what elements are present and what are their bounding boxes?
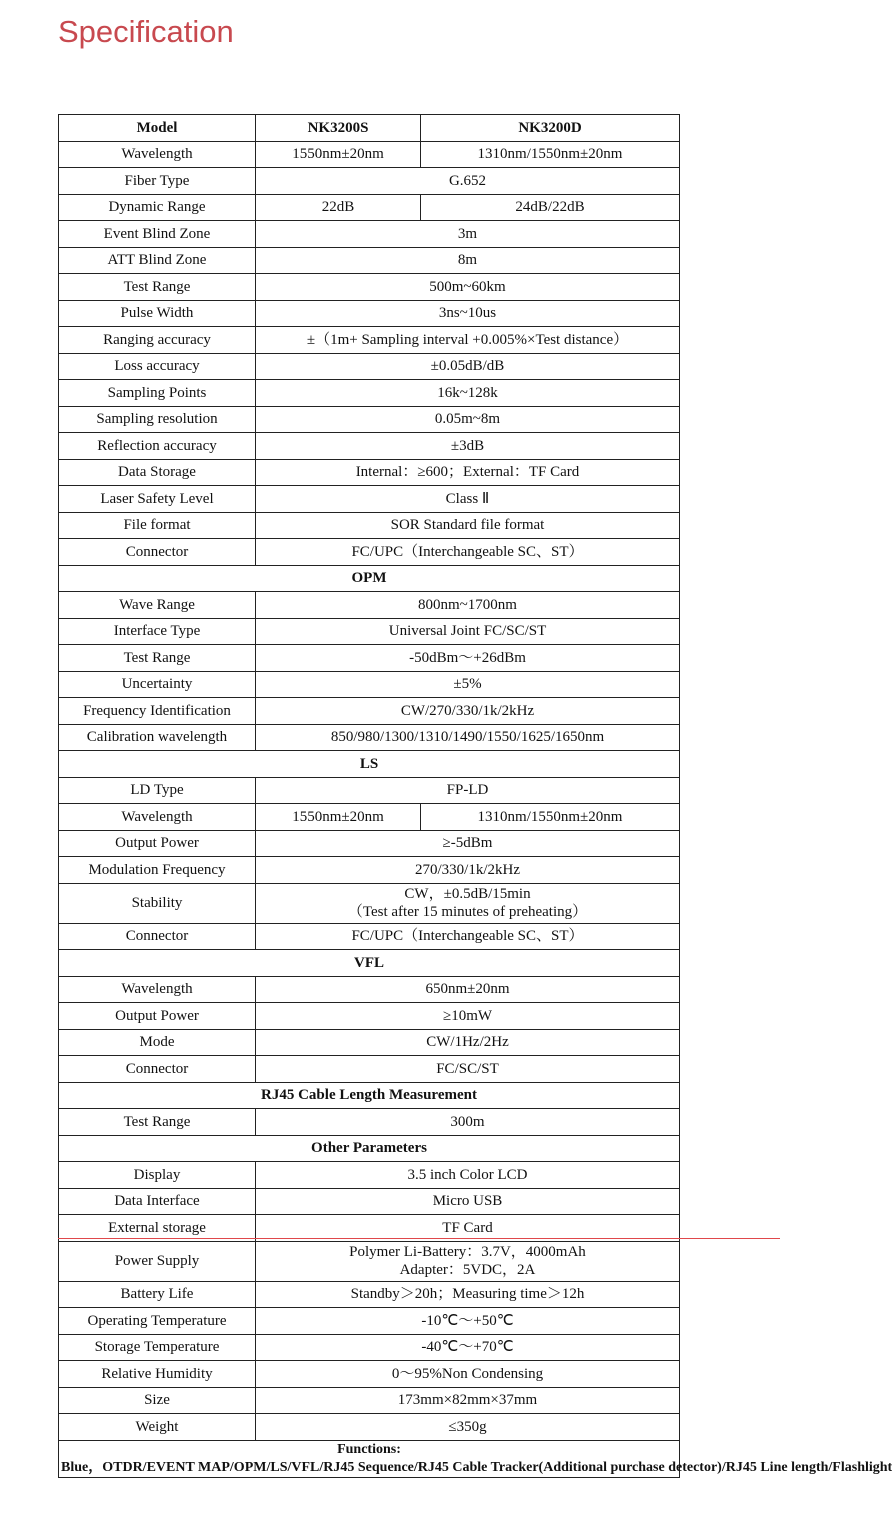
row-label: Pulse Width: [59, 300, 256, 327]
table-row: [59, 274, 680, 301]
functions-text: Blue，OTDR/EVENT MAP/OPM/LS/VFL/RJ45 Sequence/RJ45 Cable Tracker(Additional purchase detector)/RJ45 Line length/Flashlight: [61, 1459, 892, 1475]
row-label: Stability: [59, 883, 256, 923]
row-label: Storage Temperature: [59, 1334, 256, 1361]
table-row: [59, 141, 680, 168]
row-label: Loss accuracy: [59, 353, 256, 380]
table-header-row: [59, 115, 680, 142]
section-header-row: [59, 565, 680, 592]
table-row: [59, 777, 680, 804]
table-row: [59, 300, 680, 327]
row-label: Uncertainty: [59, 671, 256, 698]
section-title-ls: LS: [59, 751, 680, 778]
table-row: [59, 1281, 680, 1308]
row-label: Display: [59, 1162, 256, 1189]
row-value: -50dBm～+26dBm: [256, 645, 680, 672]
row-value: FC/UPC（Interchangeable SC、ST）: [256, 923, 680, 950]
table-row: [59, 923, 680, 950]
row-label: Sampling Points: [59, 380, 256, 407]
row-label: Operating Temperature: [59, 1308, 256, 1335]
functions-label: Functions:: [337, 1441, 401, 1457]
table-row: [59, 380, 680, 407]
row-value: TF Card: [256, 1215, 680, 1242]
row-label: Frequency Identification: [59, 698, 256, 725]
table-row: [59, 1162, 680, 1189]
header-nk3200s: NK3200S: [256, 115, 421, 142]
row-value: ±3dB: [256, 433, 680, 460]
table-row: [59, 1334, 680, 1361]
row-value: Micro USB: [256, 1188, 680, 1215]
table-row: [59, 883, 680, 923]
row-label: ATT Blind Zone: [59, 247, 256, 274]
table-row: [59, 168, 680, 195]
row-label: Size: [59, 1387, 256, 1414]
row-value: 0～95%Non Condensing: [256, 1361, 680, 1388]
table-row: [59, 1109, 680, 1136]
row-label: Mode: [59, 1029, 256, 1056]
row-value: 173mm×82mm×37mm: [256, 1387, 680, 1414]
table-row: [59, 1414, 680, 1441]
row-label: Connector: [59, 923, 256, 950]
row-label: Power Supply: [59, 1241, 256, 1281]
specification-table: [58, 114, 892, 1478]
row-value: -40℃～+70℃: [256, 1334, 680, 1361]
row-label: Wavelength: [59, 141, 256, 168]
table-row: [59, 194, 680, 221]
row-label: External storage: [59, 1215, 256, 1242]
table-row: [59, 857, 680, 884]
row-value: 500m~60km: [256, 274, 680, 301]
row-value: 300m: [256, 1109, 680, 1136]
row-value: 650nm±20nm: [256, 976, 680, 1003]
row-value-d: 1310nm/1550nm±20nm: [421, 141, 680, 168]
row-label: Laser Safety Level: [59, 486, 256, 513]
row-label: Sampling resolution: [59, 406, 256, 433]
row-label: Data Storage: [59, 459, 256, 486]
section-title-opm: OPM: [59, 565, 680, 592]
row-value: [256, 1241, 680, 1281]
table-row: [59, 327, 680, 354]
table-row: [59, 1003, 680, 1030]
row-value: 3m: [256, 221, 680, 248]
table-row: [59, 976, 680, 1003]
row-value: SOR Standard file format: [256, 512, 680, 539]
table-row: [59, 459, 680, 486]
row-value-d: 24dB/22dB: [421, 194, 680, 221]
section-title-other: Other Parameters: [59, 1135, 680, 1162]
table-row: [59, 592, 680, 619]
row-value: ±（1m+ Sampling interval +0.005%×Test distance）: [256, 327, 680, 354]
row-value-d: 1310nm/1550nm±20nm: [421, 804, 680, 831]
functions-row: [59, 1440, 680, 1477]
table-row: [59, 830, 680, 857]
row-label: Connector: [59, 1056, 256, 1083]
row-label: Weight: [59, 1414, 256, 1441]
row-value: ≤350g: [256, 1414, 680, 1441]
row-value: FC/SC/ST: [256, 1056, 680, 1083]
table-row: [59, 512, 680, 539]
section-header-row: [59, 1135, 680, 1162]
table-row: [59, 645, 680, 672]
table-row: [59, 1056, 680, 1083]
table-row: [59, 539, 680, 566]
row-label: Event Blind Zone: [59, 221, 256, 248]
row-label: Output Power: [59, 1003, 256, 1030]
row-value: Standby＞20h；Measuring time＞12h: [256, 1281, 680, 1308]
row-label: Relative Humidity: [59, 1361, 256, 1388]
stability-line-2: （Test after 15 minutes of preheating）: [347, 904, 588, 920]
section-header-row: [59, 751, 680, 778]
stability-line-1: CW，±0.5dB/15min: [404, 886, 531, 902]
table-row: [59, 1241, 680, 1281]
table-row: [59, 221, 680, 248]
row-value-s: 1550nm±20nm: [256, 141, 421, 168]
row-value: FC/UPC（Interchangeable SC、ST）: [256, 539, 680, 566]
row-label: File format: [59, 512, 256, 539]
functions-cell: [59, 1440, 892, 1477]
table-row: [59, 698, 680, 725]
row-label: Fiber Type: [59, 168, 256, 195]
row-label: LD Type: [59, 777, 256, 804]
row-value: CW/270/330/1k/2kHz: [256, 698, 680, 725]
row-value: 16k~128k: [256, 380, 680, 407]
table-row: [59, 433, 680, 460]
row-label: Calibration wavelength: [59, 724, 256, 751]
row-value: ≥10mW: [256, 1003, 680, 1030]
table-row: [59, 1029, 680, 1056]
row-value: Internal：≥600；External：TF Card: [256, 459, 680, 486]
power-supply-line-2: Adapter：5VDC，2A: [399, 1262, 536, 1278]
table-row: [59, 1387, 680, 1414]
table-row: [59, 671, 680, 698]
row-label: Wavelength: [59, 976, 256, 1003]
row-label: Battery Life: [59, 1281, 256, 1308]
row-value: CW/1Hz/2Hz: [256, 1029, 680, 1056]
section-header-row: [59, 950, 680, 977]
row-label: Modulation Frequency: [59, 857, 256, 884]
annotation-line: [58, 1238, 780, 1239]
row-label: Test Range: [59, 1109, 256, 1136]
power-supply-line-1: Polymer Li-Battery：3.7V，4000mAh: [349, 1244, 586, 1260]
row-value: FP-LD: [256, 777, 680, 804]
table-row: [59, 247, 680, 274]
row-value-s: 1550nm±20nm: [256, 804, 421, 831]
row-label: Reflection accuracy: [59, 433, 256, 460]
row-value: 850/980/1300/1310/1490/1550/1625/1650nm: [256, 724, 680, 751]
row-value: 3ns~10us: [256, 300, 680, 327]
section-header-row: [59, 1082, 680, 1109]
table-row: [59, 353, 680, 380]
row-label: Wavelength: [59, 804, 256, 831]
row-value: -10℃～+50℃: [256, 1308, 680, 1335]
row-label: Ranging accuracy: [59, 327, 256, 354]
row-value: [256, 883, 680, 923]
row-label: Dynamic Range: [59, 194, 256, 221]
row-label: Interface Type: [59, 618, 256, 645]
table-row: [59, 486, 680, 513]
row-value: 0.05m~8m: [256, 406, 680, 433]
row-value: 8m: [256, 247, 680, 274]
section-title-rj45: RJ45 Cable Length Measurement: [59, 1082, 680, 1109]
row-value: Class Ⅱ: [256, 486, 680, 513]
row-label: Connector: [59, 539, 256, 566]
header-model: Model: [59, 115, 256, 142]
table-row: [59, 1308, 680, 1335]
table-row: [59, 1188, 680, 1215]
table-row: [59, 1361, 680, 1388]
page-title: Specification: [58, 14, 234, 49]
row-value: G.652: [256, 168, 680, 195]
row-value: Universal Joint FC/SC/ST: [256, 618, 680, 645]
row-label: Output Power: [59, 830, 256, 857]
row-value: 800nm~1700nm: [256, 592, 680, 619]
section-title-vfl: VFL: [59, 950, 680, 977]
row-value: 3.5 inch Color LCD: [256, 1162, 680, 1189]
row-value: ≥-5dBm: [256, 830, 680, 857]
row-label: Data Interface: [59, 1188, 256, 1215]
table-row: [59, 804, 680, 831]
row-value: ±0.05dB/dB: [256, 353, 680, 380]
row-label: Test Range: [59, 274, 256, 301]
table-row: [59, 724, 680, 751]
row-value: ±5%: [256, 671, 680, 698]
row-label: Test Range: [59, 645, 256, 672]
row-value-s: 22dB: [256, 194, 421, 221]
table-row: [59, 406, 680, 433]
row-value: 270/330/1k/2kHz: [256, 857, 680, 884]
header-nk3200d: NK3200D: [421, 115, 680, 142]
table-row: [59, 618, 680, 645]
row-label: Wave Range: [59, 592, 256, 619]
